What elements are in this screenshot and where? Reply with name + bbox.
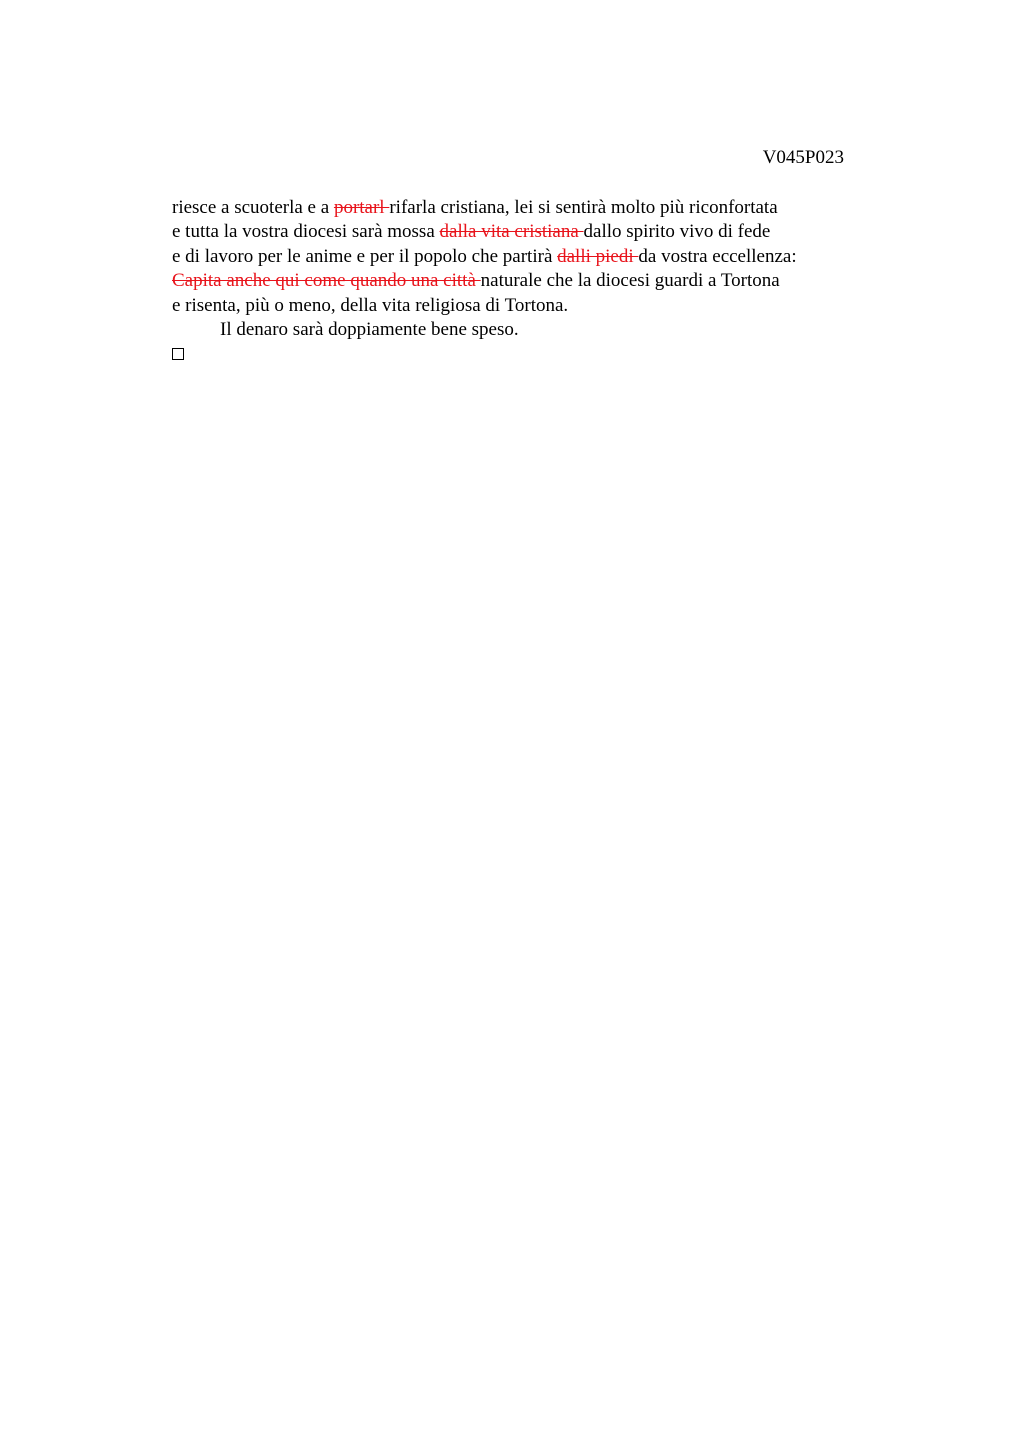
text-span: naturale che la diocesi guardi a Tortona xyxy=(480,270,780,292)
text-line-5 xyxy=(172,294,872,318)
text-line-6 xyxy=(172,318,872,342)
deleted-text: dalla vita cristiana xyxy=(439,221,584,243)
text-span: e di lavoro per le anime e per il popolo che partirà xyxy=(172,245,558,267)
text-span: dallo spirito vivo di fede xyxy=(583,221,771,243)
text-line-1 xyxy=(172,196,872,220)
text-span: rifarla cristiana, lei si sentirà molto più riconfortata xyxy=(389,197,778,218)
text-line-2 xyxy=(172,220,872,244)
page-id: V045P023 xyxy=(762,147,844,168)
checkbox-line xyxy=(172,342,872,366)
checkbox-icon xyxy=(172,348,184,360)
deleted-text: portarl xyxy=(333,197,390,218)
text-span: e risenta, più o meno, della vita religiosa di Tortona. xyxy=(172,294,569,316)
text-span: e tutta la vostra diocesi sarà mossa xyxy=(172,221,440,243)
deleted-text: Capita anche qui come quando una città xyxy=(172,270,481,292)
text-line-3 xyxy=(172,245,872,269)
text-span: da vostra eccellenza: xyxy=(638,245,797,267)
deleted-text: dalli piedi xyxy=(557,245,639,267)
text-span: Il denaro sarà doppiamente bene speso. xyxy=(220,318,519,340)
text-span: riesce a scuoterla e a xyxy=(172,197,334,218)
text-line-4 xyxy=(172,269,872,293)
document-body xyxy=(172,196,872,367)
